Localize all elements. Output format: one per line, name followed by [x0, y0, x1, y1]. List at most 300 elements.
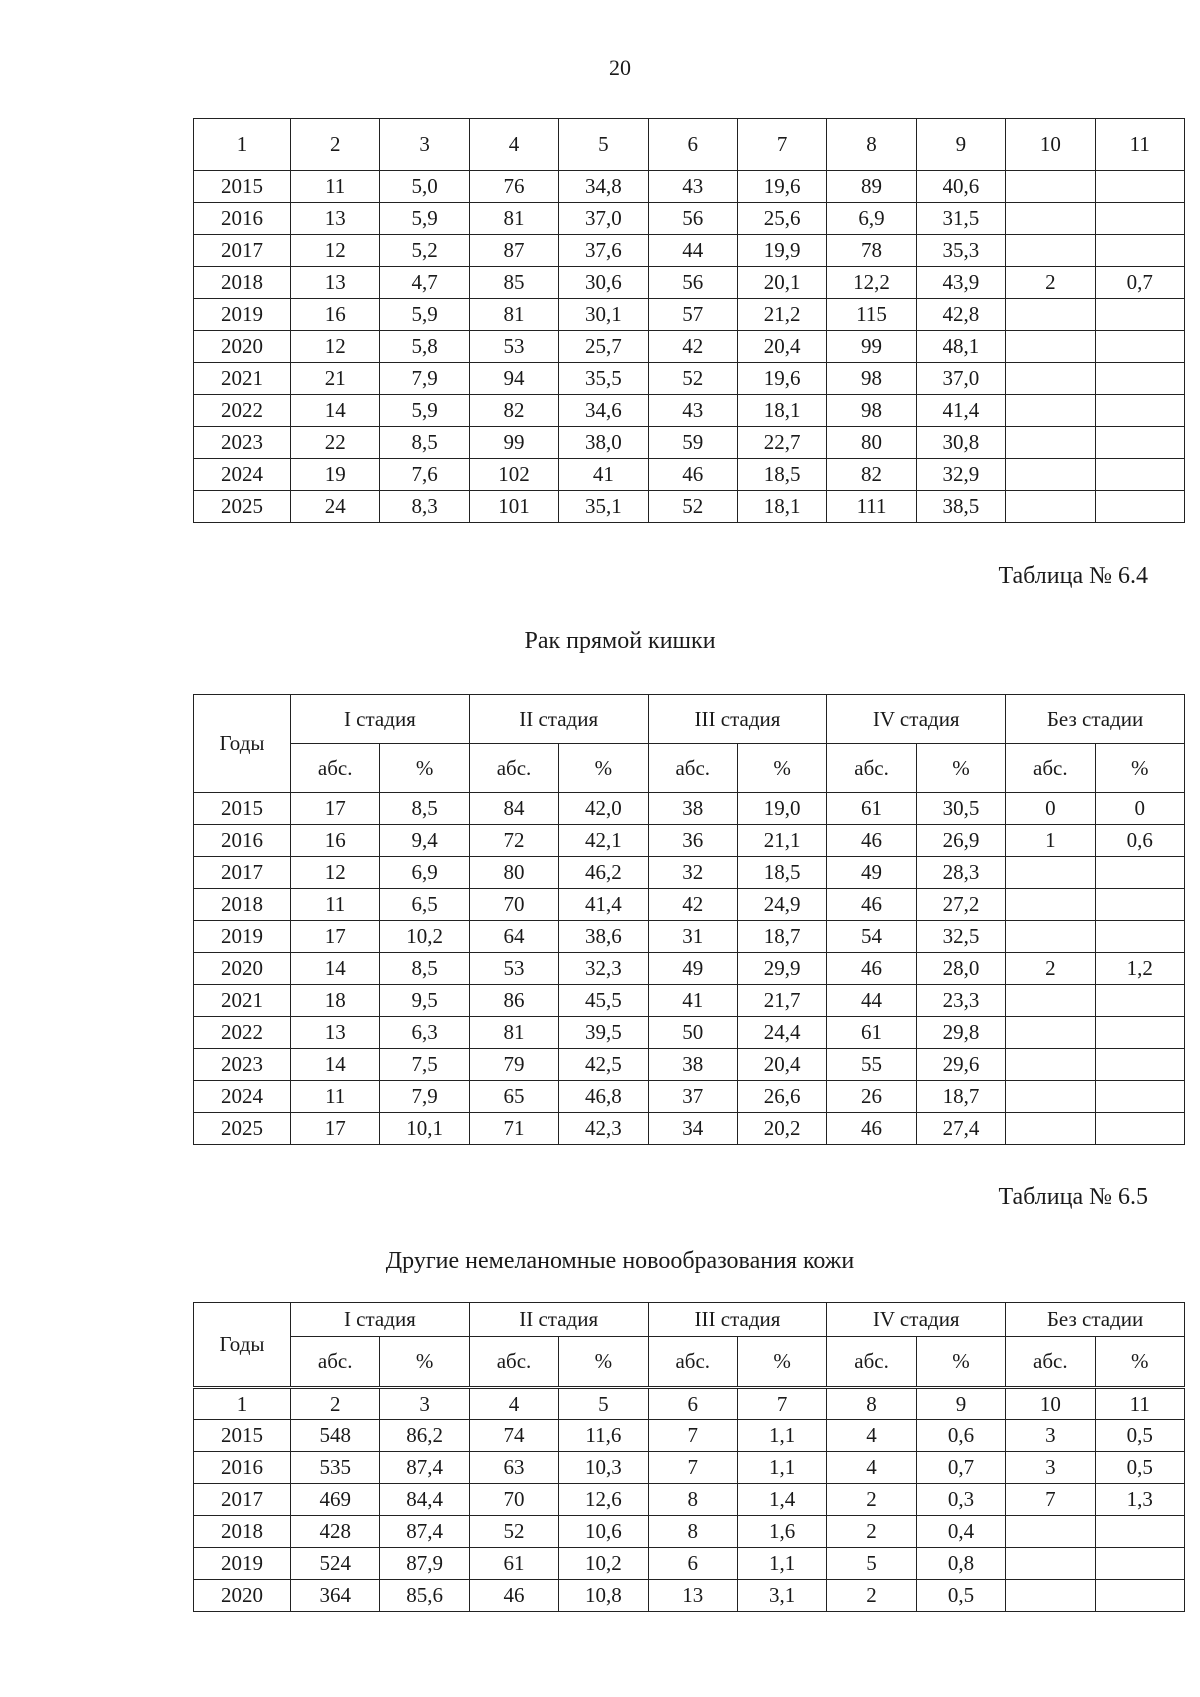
value-cell: 5,9 — [380, 299, 469, 331]
value-cell: 38 — [648, 1049, 737, 1081]
value-cell: 32,5 — [916, 921, 1005, 953]
value-cell: 52 — [648, 363, 737, 395]
value-cell: 20,2 — [737, 1113, 826, 1145]
value-cell: 3 — [1006, 1420, 1095, 1452]
value-cell: 41 — [648, 985, 737, 1017]
table-row — [194, 1113, 1185, 1145]
value-cell: 8,5 — [380, 793, 469, 825]
value-cell: 40,6 — [916, 171, 1005, 203]
value-cell: 6,3 — [380, 1017, 469, 1049]
value-cell: 41 — [559, 459, 648, 491]
value-cell: 0,4 — [916, 1516, 1005, 1548]
value-cell: 6,9 — [827, 203, 916, 235]
value-cell: 8,5 — [380, 953, 469, 985]
value-cell: 22 — [291, 427, 380, 459]
value-cell: 1,4 — [737, 1484, 826, 1516]
value-cell — [1006, 427, 1095, 459]
value-cell: 98 — [827, 363, 916, 395]
value-cell: 30,5 — [916, 793, 1005, 825]
value-cell: 61 — [827, 1017, 916, 1049]
value-cell: 30,1 — [559, 299, 648, 331]
value-cell: 1,1 — [737, 1420, 826, 1452]
value-cell — [1006, 1017, 1095, 1049]
column-number-cell: 8 — [827, 119, 916, 171]
value-cell — [1006, 857, 1095, 889]
value-cell: 4,7 — [380, 267, 469, 299]
value-cell: 18,5 — [737, 857, 826, 889]
value-cell: 85 — [469, 267, 558, 299]
value-cell: 19,6 — [737, 171, 826, 203]
value-cell: 20,1 — [737, 267, 826, 299]
year-cell: 2018 — [194, 1516, 291, 1548]
value-cell: 0,3 — [916, 1484, 1005, 1516]
table-row — [194, 203, 1185, 235]
stage-header: I стадия — [291, 695, 470, 744]
value-cell — [1006, 1580, 1095, 1612]
year-cell: 2025 — [194, 1113, 291, 1145]
value-cell: 19,6 — [737, 363, 826, 395]
value-cell: 53 — [469, 331, 558, 363]
value-cell: 7 — [648, 1452, 737, 1484]
table-row — [194, 793, 1185, 825]
value-cell: 32,3 — [559, 953, 648, 985]
value-cell: 0 — [1006, 793, 1095, 825]
value-cell: 102 — [469, 459, 558, 491]
value-cell: 55 — [827, 1049, 916, 1081]
value-cell: 82 — [827, 459, 916, 491]
value-cell: 38,0 — [559, 427, 648, 459]
value-cell: 11 — [291, 171, 380, 203]
value-cell: 42,1 — [559, 825, 648, 857]
value-cell — [1095, 331, 1184, 363]
value-cell: 111 — [827, 491, 916, 523]
table-row — [194, 1548, 1185, 1580]
value-cell: 19 — [291, 459, 380, 491]
value-cell — [1006, 1049, 1095, 1081]
percent-header: % — [1095, 1337, 1184, 1388]
value-cell — [1006, 235, 1095, 267]
value-cell: 19,9 — [737, 235, 826, 267]
year-cell: 2018 — [194, 889, 291, 921]
value-cell: 20,4 — [737, 1049, 826, 1081]
column-number-cell: 1 — [194, 119, 291, 171]
value-cell: 86 — [469, 985, 558, 1017]
value-cell: 524 — [291, 1548, 380, 1580]
abs-header: абс. — [1006, 1337, 1095, 1388]
column-number-cell: 7 — [737, 1388, 826, 1420]
column-number-cell: 8 — [827, 1388, 916, 1420]
table-row — [194, 825, 1185, 857]
value-cell: 10,3 — [559, 1452, 648, 1484]
value-cell: 50 — [648, 1017, 737, 1049]
value-cell — [1006, 203, 1095, 235]
percent-header: % — [380, 744, 469, 793]
value-cell — [1095, 363, 1184, 395]
value-cell: 42,3 — [559, 1113, 648, 1145]
percent-header: % — [380, 1337, 469, 1388]
year-cell: 2015 — [194, 171, 291, 203]
value-cell — [1006, 889, 1095, 921]
value-cell: 1,1 — [737, 1452, 826, 1484]
value-cell — [1006, 921, 1095, 953]
value-cell: 31,5 — [916, 203, 1005, 235]
value-cell: 29,8 — [916, 1017, 1005, 1049]
value-cell: 64 — [469, 921, 558, 953]
value-cell — [1095, 427, 1184, 459]
table-row — [194, 299, 1185, 331]
value-cell: 16 — [291, 299, 380, 331]
value-cell: 11,6 — [559, 1420, 648, 1452]
value-cell: 7,9 — [380, 1081, 469, 1113]
value-cell: 35,1 — [559, 491, 648, 523]
value-cell: 35,5 — [559, 363, 648, 395]
table-row — [194, 427, 1185, 459]
value-cell: 65 — [469, 1081, 558, 1113]
value-cell: 94 — [469, 363, 558, 395]
value-cell: 0,5 — [1095, 1452, 1184, 1484]
value-cell: 17 — [291, 1113, 380, 1145]
value-cell: 41,4 — [916, 395, 1005, 427]
year-cell: 2023 — [194, 427, 291, 459]
column-number-cell: 2 — [291, 119, 380, 171]
value-cell: 53 — [469, 953, 558, 985]
value-cell: 7 — [1006, 1484, 1095, 1516]
value-cell: 27,4 — [916, 1113, 1005, 1145]
table-row — [194, 857, 1185, 889]
value-cell: 3,1 — [737, 1580, 826, 1612]
value-cell — [1006, 363, 1095, 395]
value-cell: 2 — [1006, 953, 1095, 985]
value-cell: 46 — [827, 953, 916, 985]
value-cell: 37,0 — [559, 203, 648, 235]
year-cell: 2019 — [194, 299, 291, 331]
table-row — [194, 459, 1185, 491]
year-cell: 2017 — [194, 857, 291, 889]
value-cell: 84 — [469, 793, 558, 825]
value-cell: 42 — [648, 331, 737, 363]
table-row — [194, 235, 1185, 267]
value-cell: 8 — [648, 1484, 737, 1516]
year-cell: 2017 — [194, 1484, 291, 1516]
value-cell: 63 — [469, 1452, 558, 1484]
value-cell: 36 — [648, 825, 737, 857]
value-cell: 34 — [648, 1113, 737, 1145]
value-cell — [1006, 1113, 1095, 1145]
value-cell: 46 — [827, 889, 916, 921]
value-cell — [1095, 1049, 1184, 1081]
value-cell: 79 — [469, 1049, 558, 1081]
value-cell: 42,0 — [559, 793, 648, 825]
stage-header-row — [194, 1303, 1185, 1337]
value-cell: 364 — [291, 1580, 380, 1612]
value-cell: 49 — [827, 857, 916, 889]
value-cell: 6,9 — [380, 857, 469, 889]
years-header: Годы — [194, 695, 291, 793]
table-row — [194, 395, 1185, 427]
percent-header: % — [1095, 744, 1184, 793]
value-cell: 2 — [827, 1516, 916, 1548]
value-cell — [1006, 395, 1095, 427]
value-cell: 7,5 — [380, 1049, 469, 1081]
value-cell: 17 — [291, 921, 380, 953]
value-cell — [1006, 459, 1095, 491]
value-cell — [1095, 235, 1184, 267]
value-cell: 46,2 — [559, 857, 648, 889]
value-cell: 38 — [648, 793, 737, 825]
year-cell: 2022 — [194, 1017, 291, 1049]
value-cell: 44 — [648, 235, 737, 267]
value-cell: 42 — [648, 889, 737, 921]
value-cell: 38,6 — [559, 921, 648, 953]
column-number-cell: 10 — [1006, 119, 1095, 171]
value-cell: 10,2 — [559, 1548, 648, 1580]
value-cell: 18,1 — [737, 395, 826, 427]
continuation-table — [193, 118, 1185, 523]
percent-header: % — [737, 744, 826, 793]
abs-header: абс. — [648, 744, 737, 793]
value-cell: 59 — [648, 427, 737, 459]
percent-header: % — [559, 744, 648, 793]
value-cell: 32,9 — [916, 459, 1005, 491]
value-cell: 74 — [469, 1420, 558, 1452]
value-cell: 0,5 — [1095, 1420, 1184, 1452]
value-cell: 21,1 — [737, 825, 826, 857]
value-cell: 34,8 — [559, 171, 648, 203]
value-cell: 32 — [648, 857, 737, 889]
value-cell: 26 — [827, 1081, 916, 1113]
value-cell: 78 — [827, 235, 916, 267]
value-cell: 6,5 — [380, 889, 469, 921]
stage-header: II стадия — [469, 695, 648, 744]
value-cell: 18,1 — [737, 491, 826, 523]
stage-header: I стадия — [291, 1303, 470, 1337]
abs-header: абс. — [291, 744, 380, 793]
value-cell — [1095, 1081, 1184, 1113]
value-cell: 87 — [469, 235, 558, 267]
value-cell: 535 — [291, 1452, 380, 1484]
value-cell: 5,8 — [380, 331, 469, 363]
value-cell — [1095, 171, 1184, 203]
column-number-cell: 5 — [559, 119, 648, 171]
table-row — [194, 331, 1185, 363]
value-cell: 10,8 — [559, 1580, 648, 1612]
value-cell: 469 — [291, 1484, 380, 1516]
value-cell: 18,7 — [916, 1081, 1005, 1113]
abs-header: абс. — [827, 744, 916, 793]
value-cell: 24,4 — [737, 1017, 826, 1049]
table-row — [194, 889, 1185, 921]
value-cell: 54 — [827, 921, 916, 953]
abs-header: абс. — [469, 744, 558, 793]
value-cell: 28,3 — [916, 857, 1005, 889]
value-cell: 1,6 — [737, 1516, 826, 1548]
value-cell: 101 — [469, 491, 558, 523]
value-cell: 80 — [827, 427, 916, 459]
value-cell — [1095, 985, 1184, 1017]
value-cell: 18,5 — [737, 459, 826, 491]
value-cell: 0,5 — [916, 1580, 1005, 1612]
column-number-cell: 2 — [291, 1388, 380, 1420]
value-cell: 72 — [469, 825, 558, 857]
table-caption-6-5: Таблица № 6.5 — [998, 1184, 1148, 1210]
value-cell: 30,8 — [916, 427, 1005, 459]
value-cell: 37,6 — [559, 235, 648, 267]
value-cell: 49 — [648, 953, 737, 985]
value-cell: 0 — [1095, 793, 1184, 825]
table-row — [194, 171, 1185, 203]
value-cell: 71 — [469, 1113, 558, 1145]
value-cell: 10,2 — [380, 921, 469, 953]
value-cell — [1006, 299, 1095, 331]
value-cell: 25,6 — [737, 203, 826, 235]
value-cell — [1006, 171, 1095, 203]
value-cell: 46 — [827, 1113, 916, 1145]
value-cell: 81 — [469, 203, 558, 235]
value-cell: 19,0 — [737, 793, 826, 825]
year-cell: 2024 — [194, 459, 291, 491]
value-cell: 42,8 — [916, 299, 1005, 331]
value-cell: 7 — [648, 1420, 737, 1452]
value-cell: 18,7 — [737, 921, 826, 953]
value-cell: 27,2 — [916, 889, 1005, 921]
year-cell: 2019 — [194, 1548, 291, 1580]
value-cell: 428 — [291, 1516, 380, 1548]
percent-header: % — [559, 1337, 648, 1388]
year-cell: 2020 — [194, 331, 291, 363]
value-cell: 14 — [291, 1049, 380, 1081]
page-number: 20 — [609, 55, 631, 80]
value-cell: 7,9 — [380, 363, 469, 395]
value-cell — [1006, 985, 1095, 1017]
value-cell: 1 — [1006, 825, 1095, 857]
value-cell: 37 — [648, 1081, 737, 1113]
value-cell: 44 — [827, 985, 916, 1017]
stage-header: Без стадии — [1006, 695, 1185, 744]
value-cell: 7,6 — [380, 459, 469, 491]
value-cell: 42,5 — [559, 1049, 648, 1081]
value-cell: 14 — [291, 953, 380, 985]
rectal-cancer-table — [193, 694, 1185, 1145]
value-cell: 5,9 — [380, 203, 469, 235]
value-cell: 37,0 — [916, 363, 1005, 395]
table-row — [194, 363, 1185, 395]
table-row — [194, 1049, 1185, 1081]
value-cell: 41,4 — [559, 889, 648, 921]
year-cell: 2019 — [194, 921, 291, 953]
value-cell: 81 — [469, 299, 558, 331]
table-title-6-5: Другие немеланомные новообразования кожи — [385, 1248, 855, 1274]
value-cell: 45,5 — [559, 985, 648, 1017]
skin-neoplasms-table — [193, 1302, 1185, 1612]
value-cell: 4 — [827, 1420, 916, 1452]
value-cell: 2 — [827, 1580, 916, 1612]
value-cell: 14 — [291, 395, 380, 427]
year-cell: 2016 — [194, 1452, 291, 1484]
table-row — [194, 1484, 1185, 1516]
value-cell: 46 — [648, 459, 737, 491]
value-cell: 52 — [469, 1516, 558, 1548]
years-header: Годы — [194, 1303, 291, 1388]
year-cell: 2021 — [194, 363, 291, 395]
value-cell: 56 — [648, 203, 737, 235]
value-cell — [1095, 491, 1184, 523]
value-cell: 48,1 — [916, 331, 1005, 363]
value-cell: 5 — [827, 1548, 916, 1580]
value-cell: 13 — [648, 1580, 737, 1612]
year-cell: 2022 — [194, 395, 291, 427]
value-cell: 13 — [291, 267, 380, 299]
value-cell: 70 — [469, 1484, 558, 1516]
value-cell: 38,5 — [916, 491, 1005, 523]
subheader-row — [194, 1337, 1185, 1388]
year-cell: 2015 — [194, 1420, 291, 1452]
value-cell: 0,7 — [1095, 267, 1184, 299]
table-row — [194, 1017, 1185, 1049]
value-cell: 99 — [827, 331, 916, 363]
value-cell — [1095, 1113, 1184, 1145]
column-number-cell: 4 — [469, 119, 558, 171]
value-cell: 25,7 — [559, 331, 648, 363]
percent-header: % — [916, 1337, 1005, 1388]
value-cell: 2 — [1006, 267, 1095, 299]
value-cell: 12,6 — [559, 1484, 648, 1516]
value-cell: 31 — [648, 921, 737, 953]
value-cell: 1,1 — [737, 1548, 826, 1580]
year-cell: 2023 — [194, 1049, 291, 1081]
stage-header: IV стадия — [827, 695, 1006, 744]
table-row — [194, 985, 1185, 1017]
column-number-cell: 6 — [648, 119, 737, 171]
value-cell: 2 — [827, 1484, 916, 1516]
value-cell: 12,2 — [827, 267, 916, 299]
value-cell: 84,4 — [380, 1484, 469, 1516]
value-cell: 29,9 — [737, 953, 826, 985]
value-cell: 18 — [291, 985, 380, 1017]
value-cell: 76 — [469, 171, 558, 203]
year-cell: 2017 — [194, 235, 291, 267]
value-cell: 5,0 — [380, 171, 469, 203]
value-cell: 24 — [291, 491, 380, 523]
value-cell: 46,8 — [559, 1081, 648, 1113]
abs-header: абс. — [469, 1337, 558, 1388]
table-row — [194, 1081, 1185, 1113]
value-cell — [1095, 1516, 1184, 1548]
value-cell — [1006, 1516, 1095, 1548]
value-cell — [1006, 1548, 1095, 1580]
table-row — [194, 1420, 1185, 1452]
value-cell: 13 — [291, 203, 380, 235]
year-cell: 2020 — [194, 953, 291, 985]
header-row — [194, 119, 1185, 171]
value-cell: 80 — [469, 857, 558, 889]
value-cell: 99 — [469, 427, 558, 459]
value-cell: 9,4 — [380, 825, 469, 857]
value-cell — [1095, 857, 1184, 889]
column-number-cell: 4 — [469, 1388, 558, 1420]
value-cell: 24,9 — [737, 889, 826, 921]
table-row — [194, 953, 1185, 985]
value-cell: 46 — [827, 825, 916, 857]
value-cell — [1095, 395, 1184, 427]
year-cell: 2025 — [194, 491, 291, 523]
column-number-cell: 1 — [194, 1388, 291, 1420]
value-cell: 39,5 — [559, 1017, 648, 1049]
column-number-cell: 5 — [559, 1388, 648, 1420]
value-cell: 30,6 — [559, 267, 648, 299]
year-cell: 2018 — [194, 267, 291, 299]
column-number-cell: 9 — [916, 119, 1005, 171]
value-cell: 87,4 — [380, 1452, 469, 1484]
